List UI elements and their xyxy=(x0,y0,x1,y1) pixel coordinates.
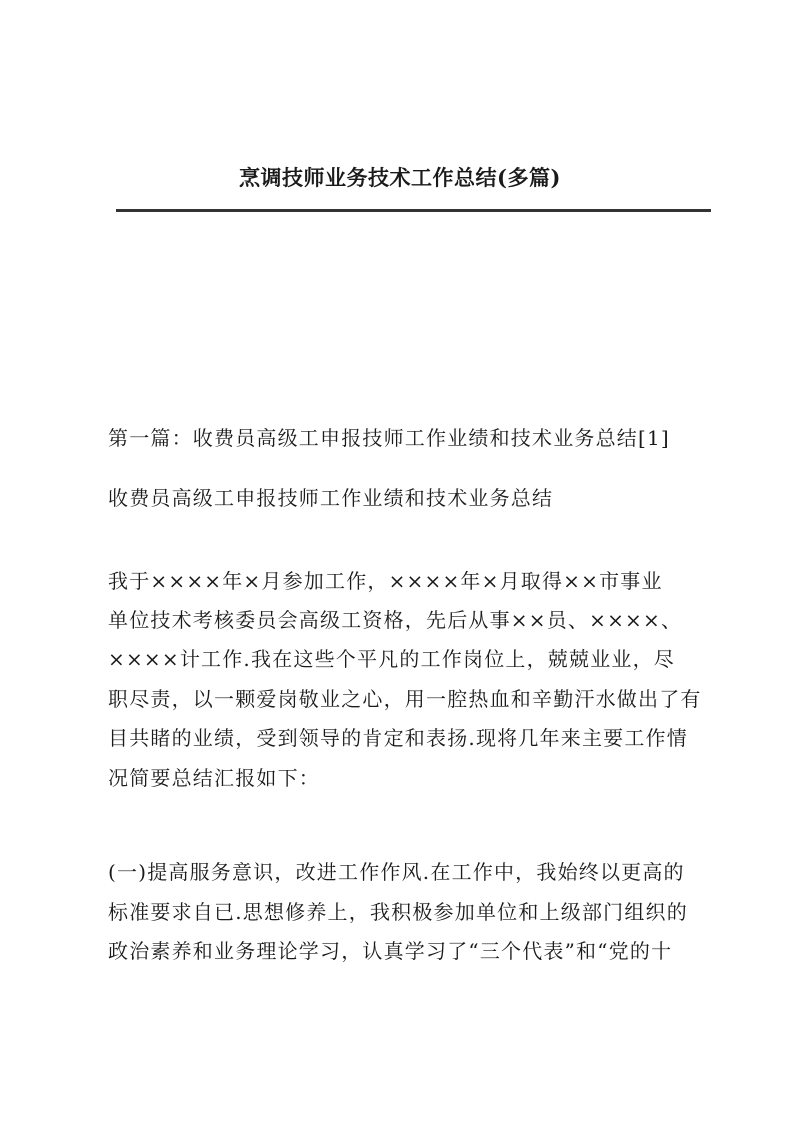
subheading: 收费员高级工申报技师工作业绩和技术业务总结 xyxy=(108,486,554,510)
paragraph-line: ××××计工作.我在这些个平凡的工作岗位上，兢兢业业，尽 xyxy=(108,647,675,671)
section-heading: 第一篇：收费员高级工申报技师工作业绩和技术业务总结[1] xyxy=(108,426,670,450)
title-divider xyxy=(116,209,711,212)
paragraph-line: 政治素养和业务理论学习，认真学习了“三个代表”和“党的十 xyxy=(108,939,673,963)
paragraph-line: 单位技术考核委员会高级工资格，先后从事××员、××××、 xyxy=(108,608,683,632)
paragraph-line: 标准要求自已.思想修养上，我积极参加单位和上级部门组织的 xyxy=(108,900,688,924)
paragraph-line: 目共睹的业绩，受到领导的肯定和表扬.现将几年来主要工作情 xyxy=(108,726,688,750)
paragraph-line: 况简要总结汇报如下： xyxy=(108,766,320,790)
paragraph-line: 我于××××年×月参加工作，××××年×月取得××市事业 xyxy=(108,569,663,593)
paragraph-line: 职尽责，以一颗爱岗敬业之心，用一腔热血和辛勤汗水做出了有 xyxy=(108,687,702,711)
document-title: 烹调技师业务技术工作总结(多篇) xyxy=(239,165,561,190)
paragraph-line: (一)提高服务意识，改进工作作风.在工作中，我始终以更高的 xyxy=(108,860,685,884)
